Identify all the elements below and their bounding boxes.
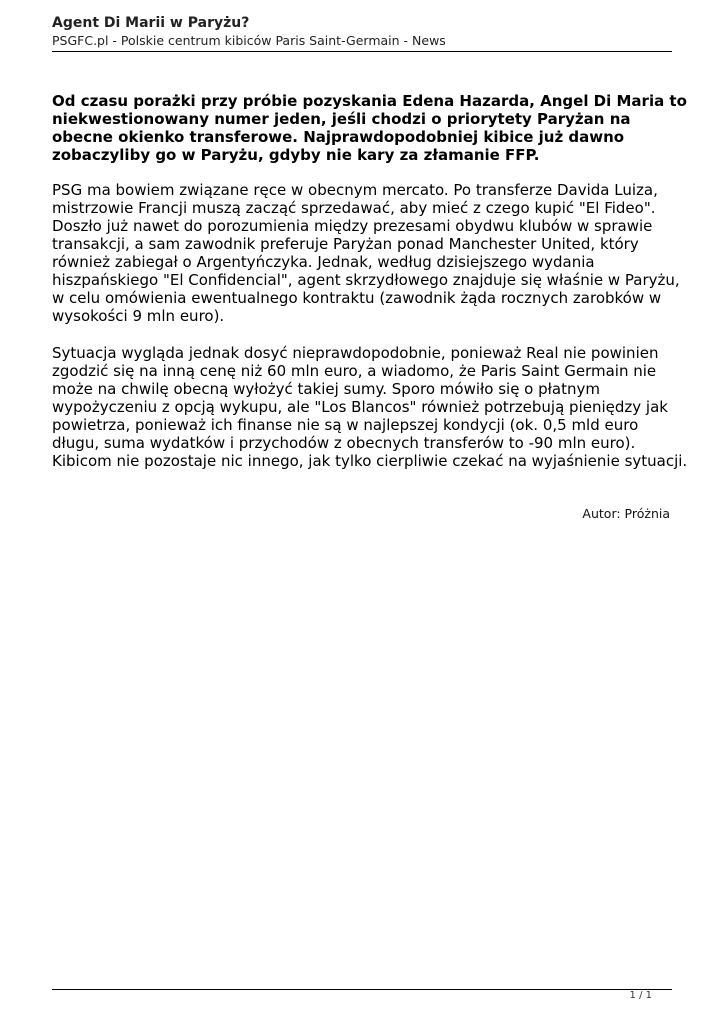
article-paragraph-2 xyxy=(52,344,688,470)
paragraph-line: w celu omówienia ewentualnego kontraktu (zawodnik żąda rocznych zarobków w xyxy=(52,289,662,307)
article-title: Agent Di Marii w Paryżu? xyxy=(52,15,250,31)
paragraph-line: powietrza, ponieważ ich finanse nie są w najlepszej kondycji (ok. 0,5 mld euro xyxy=(52,416,639,434)
document-header xyxy=(52,14,672,49)
article-paragraph-1 xyxy=(52,181,678,325)
header-divider xyxy=(52,51,672,52)
lead-line: Od czasu porażki przy próbie pozyskania Edena Hazarda, Angel Di Maria to xyxy=(52,92,687,110)
article-body xyxy=(52,92,688,470)
paragraph-line: mistrzowie Francji muszą zacząć sprzedawać, aby mieć z czego kupić "El Fideo". xyxy=(52,199,656,217)
paragraph-line: długu, suma wydatków i przychodów z obecnych transferów to -90 mln euro). xyxy=(52,434,636,452)
article-lead xyxy=(52,92,687,164)
page-number: 1 / 1 xyxy=(629,990,652,1001)
lead-line: obecne okienko transferowe. Najprawdopodobniej kibice już dawno xyxy=(52,128,625,146)
paragraph-line: wysokości 9 mln euro). xyxy=(52,307,225,325)
lead-line: niekwestionowany numer jeden, jeśli chodzi o priorytety Paryżan na xyxy=(52,110,631,128)
paragraph-line: Kibicom nie pozostaje nic innego, jak tylko cierpliwie czekać na wyjaśnienie sytuacji. xyxy=(52,452,688,470)
paragraph-line: może na chwilę obecną wyłożyć takiej sumy. Sporo mówiło się o płatnym xyxy=(52,380,600,398)
paragraph-line: wypożyczeniu z opcją wykupu, ale "Los Blancos" również potrzebują pieniędzy jak xyxy=(52,398,668,416)
footer-divider xyxy=(52,989,672,990)
paragraph-line: zgodzić się na inną cenę niż 60 mln euro, a wiadomo, że Paris Saint Germain nie xyxy=(52,362,657,380)
paragraph-line: transakcji, a sam zawodnik preferuje Paryżan ponad Manchester United, który xyxy=(52,235,639,253)
site-subtitle: PSGFC.pl - Polskie centrum kibiców Paris Saint-Germain - News xyxy=(52,33,446,48)
lead-line: zobaczyliby go w Paryżu, gdyby nie kary za złamanie FFP. xyxy=(52,146,540,164)
paragraph-line: hiszpańskiego "El Confidencial", agent skrzydłowego znajduje się właśnie w Paryżu, xyxy=(52,271,680,289)
paragraph-line: PSG ma bowiem związane ręce w obecnym mercato. Po transferze Davida Luiza, xyxy=(52,181,658,199)
paragraph-line: Sytuacja wygląda jednak dosyć nieprawdopodobnie, ponieważ Real nie powinien xyxy=(52,344,659,362)
paragraph-line: Doszło już nawet do porozumienia między prezesami obydwu klubów w sprawie xyxy=(52,217,653,235)
paragraph-line: również zabiegał o Argentyńczyka. Jednak, według dzisiejszego wydania xyxy=(52,253,595,271)
article-author: Autor: Próżnia xyxy=(582,506,670,521)
